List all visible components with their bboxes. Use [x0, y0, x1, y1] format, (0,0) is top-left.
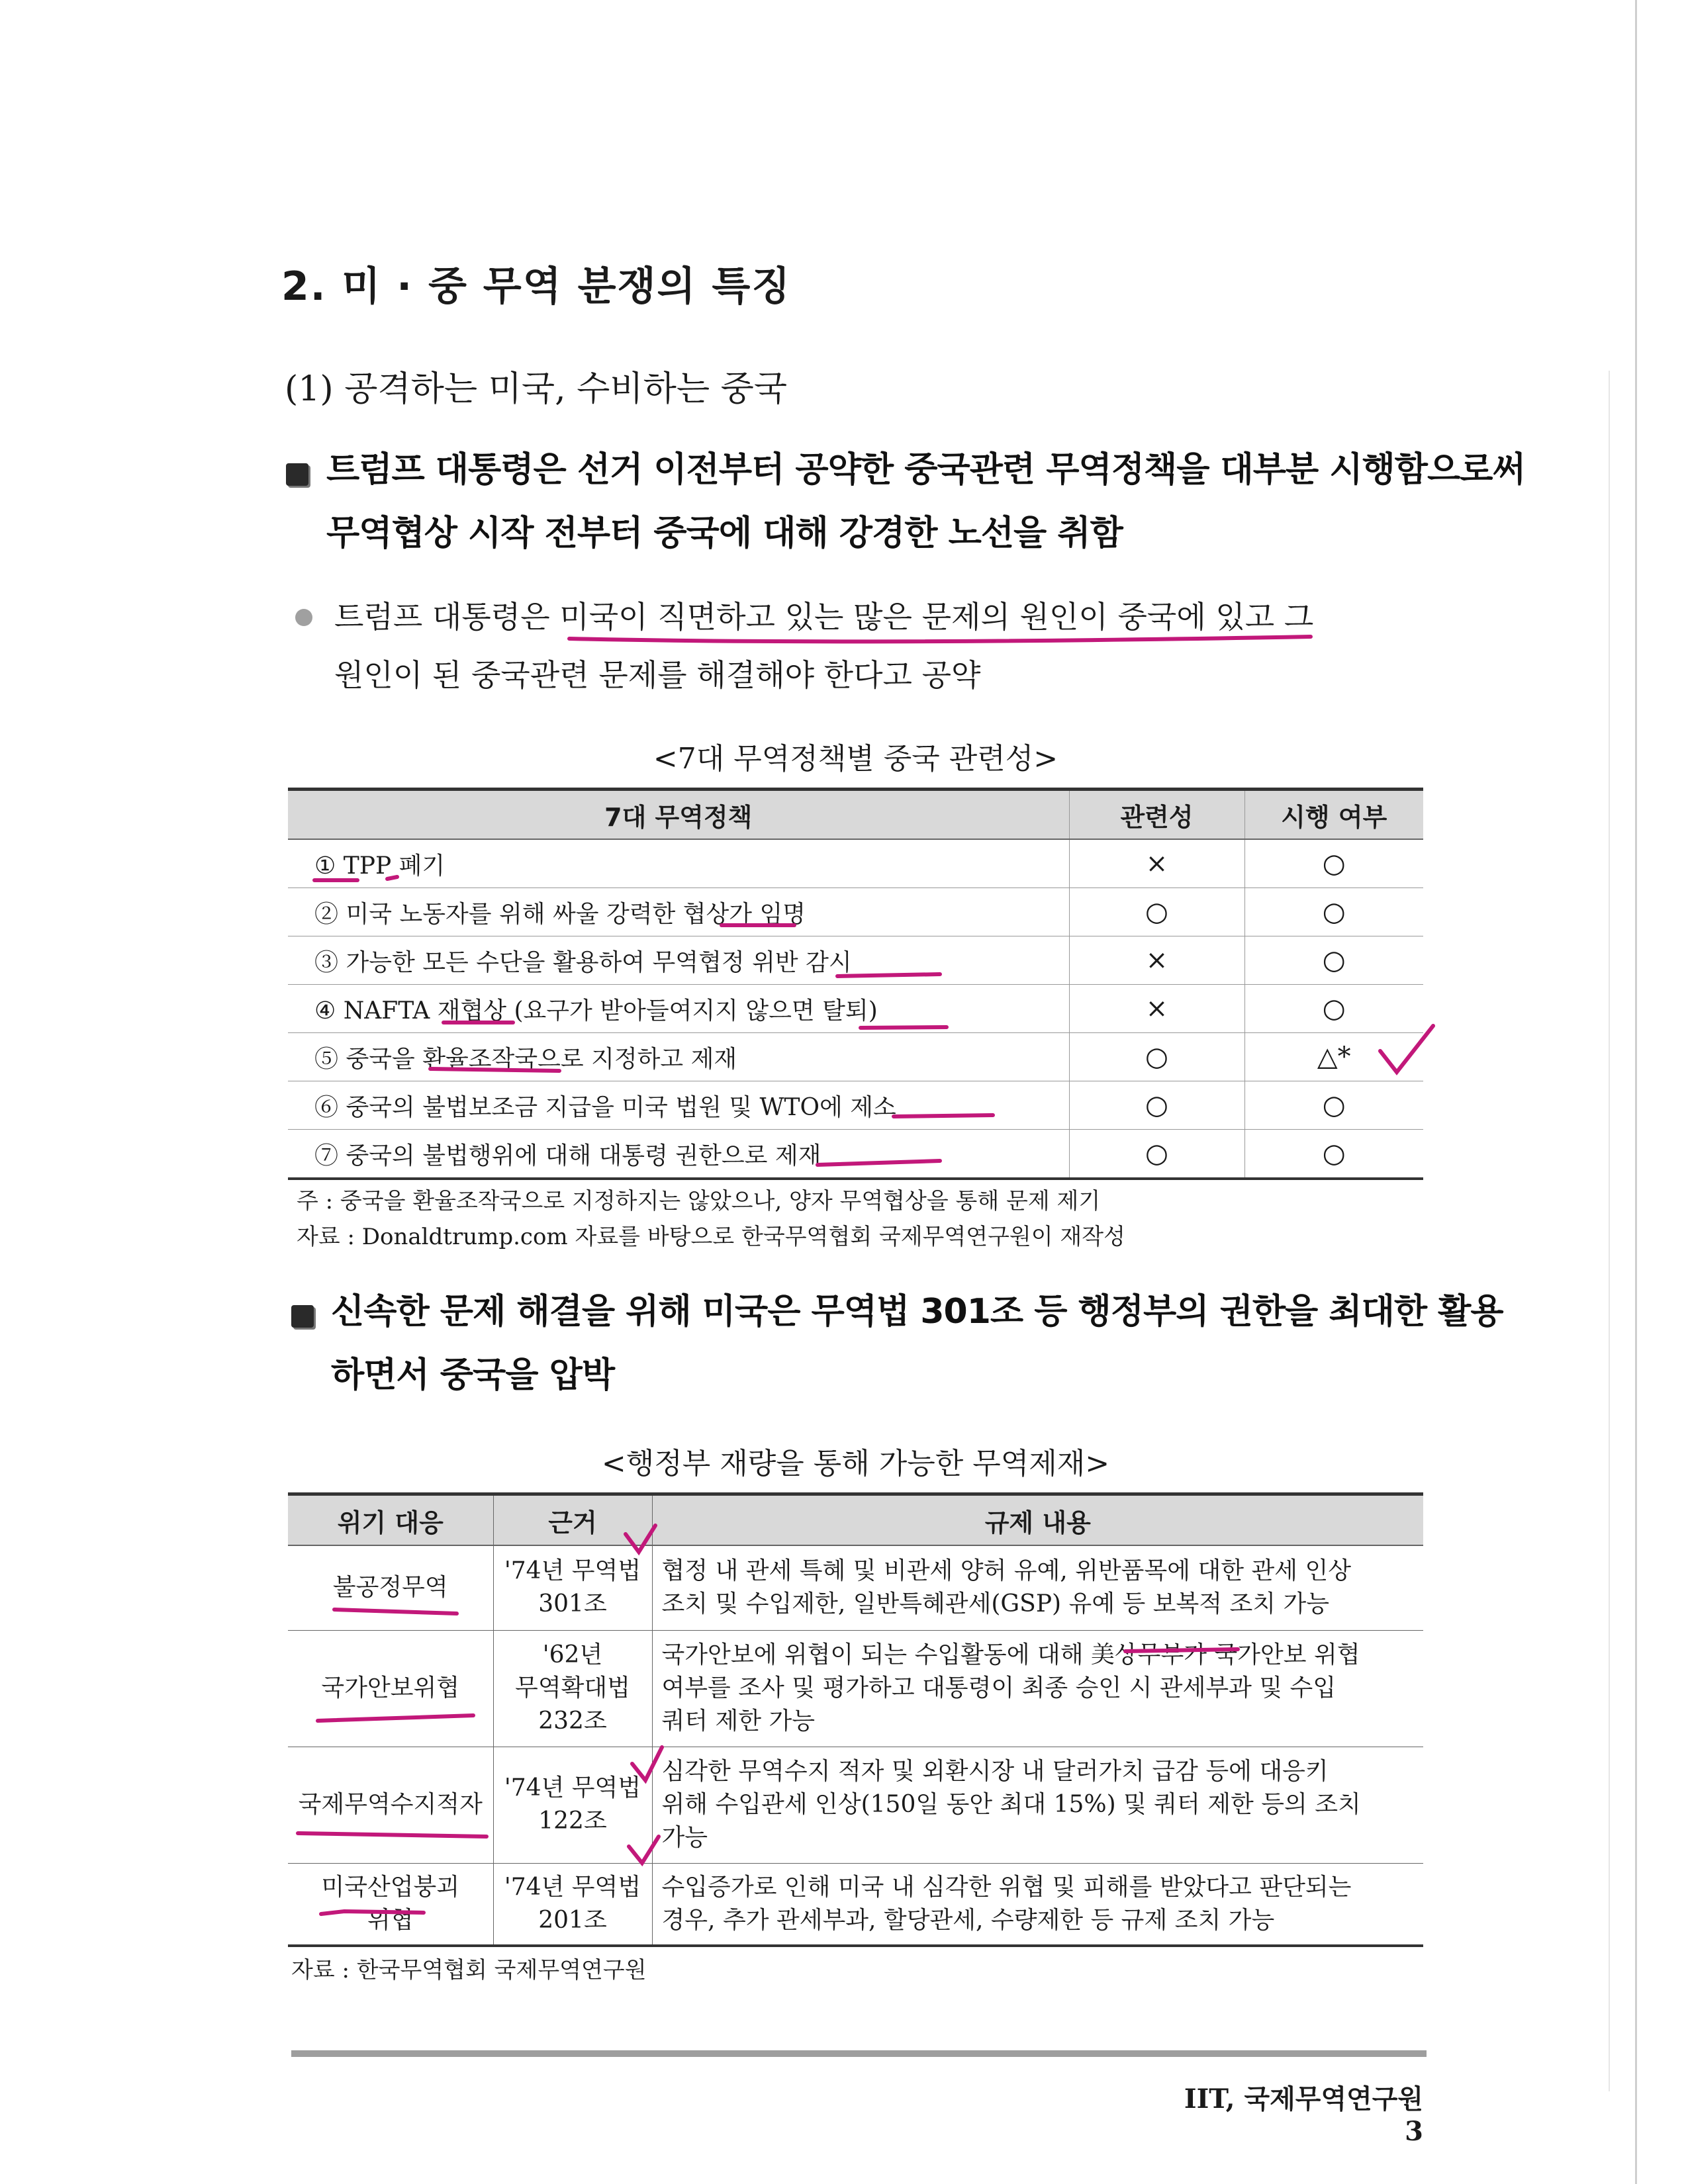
crisis-line: 위협: [367, 1906, 414, 1934]
status-cell: △*: [1244, 1033, 1423, 1081]
ink-underline: [334, 1610, 457, 1614]
policy-cell: ⑦ 중국의 불법행위에 대해 대통령 권한으로 제재: [288, 1130, 1069, 1179]
bullet2-line1: 신속한 문제 해결을 위해 미국은 무역법 301조 등 행정부의 권한을 최대한 활용: [331, 1292, 1503, 1332]
basis-line: 122조: [538, 1807, 607, 1835]
content-line: 여부를 조사 및 평가하고 대통령이 최종 승인 시 관세부과 및 수입: [661, 1674, 1336, 1702]
status-cell: ○: [1244, 985, 1423, 1033]
ink-underline: [298, 1833, 487, 1837]
status-cell: ○: [1244, 1081, 1423, 1130]
ink-checkmark: [1380, 1026, 1433, 1072]
table2-caption: <행정부 재량을 통해 가능한 무역제재>: [601, 1447, 1110, 1480]
ink-underline: [430, 1069, 559, 1071]
bullet1-line2: 무역협상 시작 전부터 중국에 대해 강경한 노선을 취함: [326, 514, 1123, 553]
section-title: 2. 미 · 중 무역 분쟁의 특징: [281, 263, 792, 310]
crisis-cell: 국제무역수지적자: [288, 1747, 493, 1863]
table1-source: 자료 : Donaldtrump.com 자료를 바탕으로 한국무역협회 국제무역연구원이 재작성: [297, 1224, 1125, 1250]
policy-cell: ② 미국 노동자를 위해 싸울 강력한 협상가 임명: [288, 888, 1069, 936]
column-header: 시행 여부: [1244, 790, 1423, 840]
status-cell: ○: [1244, 936, 1423, 985]
content-line: 심각한 무역수지 적자 및 외환시장 내 달러가치 급감 등에 대응키: [661, 1758, 1329, 1785]
policy-cell: ① TPP 폐기: [288, 839, 1069, 888]
ink-underline: [387, 877, 397, 879]
page-number: 3: [1405, 2116, 1423, 2147]
sub-bullet1-line2: 원인이 된 중국관련 문제를 해결해야 한다고 공약: [334, 657, 981, 693]
relevance-cell: ×: [1069, 936, 1244, 985]
basis-line: '74년 무역법: [504, 1774, 641, 1801]
relevance-cell: ×: [1069, 839, 1244, 888]
table2-source: 자료 : 한국무역협회 국제무역연구원: [291, 1957, 647, 1983]
basis-line: 232조: [538, 1707, 607, 1735]
ink-underline: [861, 1027, 947, 1028]
content-line: 위해 수입관세 인상(150일 동안 최대 15%) 및 쿼터 제한 등의 조치: [661, 1791, 1361, 1818]
content-line: 국가안보에 위협이 되는 수입활동에 대해 美상무부가 국가안보 위협: [661, 1641, 1360, 1668]
status-cell: ○: [1244, 888, 1423, 936]
column-header: 근거: [493, 1494, 652, 1546]
column-header: 7대 무역정책: [288, 790, 1069, 840]
policy-cell: ⑥ 중국의 불법보조금 지급을 미국 법원 및 WTO에 제소: [288, 1081, 1069, 1130]
relevance-cell: ○: [1069, 888, 1244, 936]
status-cell: ○: [1244, 839, 1423, 888]
policy-cell: ③ 가능한 모든 수단을 활용하여 무역협정 위반 감시: [288, 936, 1069, 985]
ink-underline: [569, 637, 1311, 641]
ink-underline: [318, 1715, 473, 1721]
basis-line: 201조: [538, 1906, 607, 1934]
basis-line: 무역확대법: [515, 1674, 630, 1702]
sub-bullet1-line1: 트럼프 대통령은 미국이 직면하고 있는 많은 문제의 원인이 중국에 있고 그: [334, 599, 1314, 635]
bullet1-line1: 트럼프 대통령은 선거 이전부터 공약한 중국관련 무역정책을 대부분 시행함으로써: [326, 450, 1525, 490]
bullet2-line2: 하면서 중국을 압박: [331, 1355, 615, 1395]
footer-org: IIT, 국제무역연구원: [1184, 2083, 1423, 2115]
relevance-cell: ×: [1069, 985, 1244, 1033]
ink-underline: [894, 1115, 993, 1116]
relevance-cell: ○: [1069, 1081, 1244, 1130]
basis-line: '62년: [542, 1641, 603, 1668]
ink-strike: [1125, 1649, 1238, 1651]
column-header: 관련성: [1069, 790, 1244, 840]
content-line: 쿼터 제한 가능: [661, 1707, 816, 1735]
policy-cell: ④ NAFTA 재협상 (요구가 받아들여지지 않으면 탈퇴): [288, 985, 1069, 1033]
ink-checkmark: [632, 1747, 662, 1780]
content-line: 협정 내 관세 특혜 및 비관세 양허 유예, 위반품목에 대한 관세 인상: [661, 1557, 1351, 1585]
crisis-cell: 국가안보위협: [288, 1630, 493, 1747]
ink-underline: [321, 1911, 424, 1914]
status-cell: ○: [1244, 1130, 1423, 1179]
ink-underline: [837, 974, 940, 976]
column-header: 규제 내용: [652, 1494, 1423, 1546]
table1-caption: <7대 무역정책별 중국 관련성>: [653, 742, 1058, 776]
ink-underline: [818, 1161, 940, 1165]
relevance-cell: ○: [1069, 1033, 1244, 1081]
column-header: 위기 대응: [288, 1494, 493, 1546]
content-line: 가능: [661, 1824, 708, 1851]
crisis-cell: 불공정무역: [288, 1545, 493, 1630]
basis-line: '74년 무역법: [504, 1873, 641, 1901]
content-line: 경우, 추가 관세부과, 할당관세, 수량제한 등 규제 조치 가능: [661, 1906, 1275, 1934]
crisis-line: 미국산업붕괴: [321, 1873, 460, 1901]
content-line: 조치 및 수입제한, 일반특혜관세(GSP) 유예 등 보복적 조치 가능: [661, 1590, 1330, 1618]
subsection-title: (1) 공격하는 미국, 수비하는 중국: [285, 369, 788, 409]
relevance-cell: ○: [1069, 1130, 1244, 1179]
basis-line: '74년 무역법: [504, 1557, 641, 1585]
ink-checkmark: [629, 1837, 659, 1863]
basis-line: 301조: [538, 1590, 607, 1618]
table1-note: 주 : 중국을 환율조작국으로 지정하지는 않았으나, 양자 무역협상을 통해 문제 제기: [297, 1188, 1101, 1214]
ink-checkmark: [626, 1525, 655, 1552]
content-line: 수입증가로 인해 미국 내 심각한 위협 및 피해를 받았다고 판단되는: [661, 1873, 1352, 1901]
policy-cell: ⑤ 중국을 환율조작국으로 지정하고 제재: [288, 1033, 1069, 1081]
